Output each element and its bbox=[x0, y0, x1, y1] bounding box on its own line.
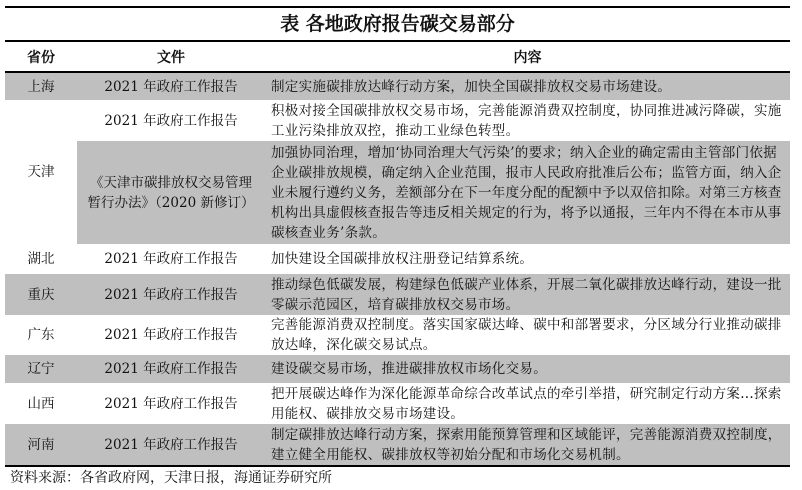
province-cell: 广东 bbox=[27, 327, 55, 343]
table-row bbox=[5, 424, 790, 466]
table-container bbox=[5, 6, 790, 467]
content-cell: 制定实施碳排放达峰行动方案，加快全国碳排放权交易市场建设。 bbox=[265, 72, 790, 100]
content-cell: 完善能源消费双控制度。落实国家碳达峰、碳中和部署要求，分区域分行业推动碳排放达峰，深化碳交易试点。 bbox=[271, 317, 782, 353]
table-row bbox=[5, 72, 790, 100]
header-document: 文件 bbox=[77, 42, 265, 72]
document-cell: 2021 年政府工作报告 bbox=[77, 274, 265, 315]
table-row bbox=[5, 141, 790, 244]
document-cell: 2021 年政府工作报告 bbox=[104, 395, 238, 412]
province-cell: 天津 bbox=[27, 164, 55, 180]
document-cell: 2021 年政府工作报告 bbox=[104, 327, 238, 343]
province-cell: 山西 bbox=[27, 395, 55, 412]
table-row bbox=[5, 274, 790, 315]
document-cell: 2021 年政府工作报告 bbox=[77, 424, 265, 466]
province-cell: 上海 bbox=[5, 72, 77, 100]
table-row bbox=[5, 100, 790, 141]
document-cell: 2021 年政府工作报告 bbox=[77, 72, 265, 100]
header-province: 省份 bbox=[5, 42, 77, 72]
content-cell: 推动绿色低碳发展，构建绿色低碳产业体系，开展二氧化碳排放达峰行动，建设一批零碳示范园区，培育碳排放权交易市场。 bbox=[265, 274, 790, 315]
province-cell: 重庆 bbox=[5, 274, 77, 315]
table-row bbox=[5, 244, 790, 274]
document-cell: 2021 年政府工作报告 bbox=[104, 112, 238, 129]
content-cell: 积极对接全国碳排放权交易市场，完善能源消费双控制度，协同推进减污降碳，实施工业污染排放双控，推动工业绿色转型。 bbox=[271, 102, 782, 139]
table-row bbox=[5, 355, 790, 383]
content-cell: 制定碳排放达峰行动方案，探索用能预算管理和区域能评，完善能源消费双控制度，建立健全用能权、碳排放权等初始分配和市场化交易机制。 bbox=[265, 424, 790, 466]
province-cell: 河南 bbox=[5, 424, 77, 466]
document-cell bbox=[77, 141, 265, 244]
table-row bbox=[5, 383, 790, 424]
content-cell: 建设碳交易市场，推进碳排放权市场化交易。 bbox=[265, 355, 790, 383]
content-cell: 加快建设全国碳排放权注册登记结算系统。 bbox=[271, 251, 534, 267]
carbon-trading-table bbox=[5, 42, 790, 467]
header-row bbox=[5, 42, 790, 72]
source-note: 资料来源：各省政府网，天津日报，海通证券研究所 bbox=[10, 470, 332, 486]
document-text: 《天津市碳排放权交易管理暂行办法》（2020 新修订） bbox=[87, 174, 255, 211]
content-cell: 把开展碳达峰作为深化能源革命综合改革试点的牵引举措，研究制定行动方案...探索用能权、碳排放交易市场建设。 bbox=[271, 385, 782, 422]
document-cell: 2021 年政府工作报告 bbox=[77, 355, 265, 383]
content-cell: 加强协同治理，增加‘协同治理大气污染’的要求；纳入企业的确定需由主管部门依据企业碳排放规模，确定纳入企业范围，报市人民政府批准后公布；监管方面，纳入企业未履行遵约义务，差额部分在下一年度分配的配额中予以双倍扣除。对第三方核查机构出具虚假核查报告等违反相关规定的行为，将予以通报，三年内不得在本市从事碳核查业务’条款。 bbox=[265, 141, 790, 244]
table-row bbox=[5, 315, 790, 355]
document-cell: 2021 年政府工作报告 bbox=[104, 251, 238, 267]
province-cell: 辽宁 bbox=[5, 355, 77, 383]
header-content: 内容 bbox=[265, 42, 790, 72]
table-title: 表 各地政府报告碳交易部分 bbox=[5, 6, 790, 42]
province-cell: 湖北 bbox=[27, 251, 55, 267]
